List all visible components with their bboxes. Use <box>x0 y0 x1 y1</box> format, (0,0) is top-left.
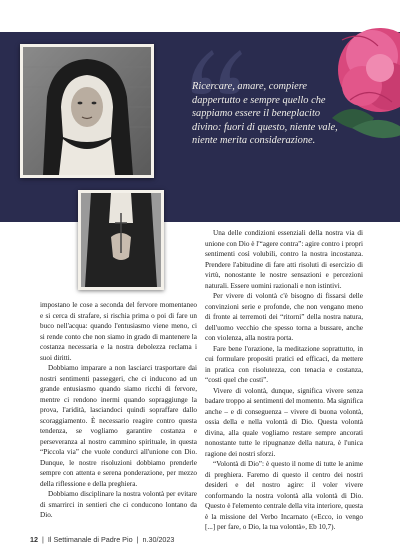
page-number: 12 <box>30 534 38 544</box>
article-left-column <box>40 300 197 521</box>
paragraph: Una delle condizioni essenziali della nostra via di unione con Dio è l'“agere contra”: agire contro i propri sentimenti così volubili, contro la nostra incostanza. Prendere l'abitudine di fare atti risoluti di esercizio di virtù, nonostante le nostre sensazioni e percezioni naturali. Essere uomini razionali e non istintivi. <box>205 229 363 290</box>
nun-hands-illustration <box>81 193 161 287</box>
nun-portrait-illustration <box>23 47 151 175</box>
nun-hands-photo <box>78 190 164 290</box>
paragraph: Fare bene l'orazione, la meditazione soprattutto, in cui formulare propositi pratici ed efficaci, da mettere in pratica con risolutezza, con tenacia e costanza, “costi quel che costi”. <box>205 344 363 384</box>
paragraph: Per vivere di volontà c'è bisogno di fissarsi delle convinzioni serie e profonde, che non vengano meno di fronte ai terremoti dei “ritorni” della nostra natura, dell'uomo vecchio che spesso torna a bussare, anche con violenza, alla nostra porta. <box>205 292 363 342</box>
paragraph: impostano le cose a seconda del fervore momentaneo e si cerca di strafare, si rischia prima o poi di fare un buco nell'acqua: quando l'entusiasmo viene meno, ci si rende conto che non siamo in grado di mantenere la costanza necessaria e la nostra debolezza reclama i suoi diritti. <box>40 301 197 362</box>
footer-separator: | <box>42 534 44 544</box>
article-right-column <box>205 228 363 533</box>
issue-number: n.30/2023 <box>142 534 175 544</box>
nun-portrait-photo <box>20 44 154 178</box>
paragraph: Dobbiamo imparare a non lasciarci trasportare dai nostri sentimenti passeggeri, che ci inducono ad un grande entusiasmo quando siamo ricchi di fervore, mentre ci rendono inermi quando sopraggiunge la prova, l'aridità, lasciandoci quindi sopraffare dallo scoraggiamento. È necessario reagire contro questa tendenza, se vogliamo garantire costanza e perseveranza al nostro cammino spirituale, in questa “Piccola via” che vuole condurci all'unione con Dio. Dunque, le nostre risoluzioni dobbiamo prenderle sempre con attenta e serena ponderazione, per mezzo della riflessione e della preghiera. <box>40 364 197 488</box>
paragraph: Vivere di volontà, dunque, significa vivere senza badare troppo ai sentimenti del momento. Ma significa anche – e di conseguenza – vivere di buona volontà, ossia della e nella volontà di Dio. Questa volontà divina, alla quale vogliamo restare sempre ancorati nonostante tutte le ripugnanze della natura, è l'unica ragione dei nostri sforzi. <box>205 386 363 458</box>
footer-separator: | <box>136 534 139 544</box>
pull-quote: Ricercare, amare, compiere dappertutto e sempre quello che sappiamo essere il beneplacito divino: fuori di questo, niente vale, niente merita considerazione. <box>192 81 338 147</box>
paragraph: Dobbiamo disciplinare la nostra volontà per evitare di smarrirci in sentieri che ci conducono lontano da Dio. <box>40 490 197 519</box>
publication-name: Il Settimanale di Padre Pio <box>47 534 133 544</box>
page-footer <box>30 532 174 546</box>
paragraph: “Volontà di Dio”: è questo il nome di tutte le anime di preghiera. Faremo di questo il centro dei nostri desideri e del nostro agire: il voler vivere conformando la nostra volontà alla volontà di Dio. Questo è l'elemento centrale della vita interiore, questa è la missione del Verbo Incarnato («Ecco, io vengo [...] per fare, o Dio, la tua volontà», Eb 10,7). <box>205 460 363 531</box>
